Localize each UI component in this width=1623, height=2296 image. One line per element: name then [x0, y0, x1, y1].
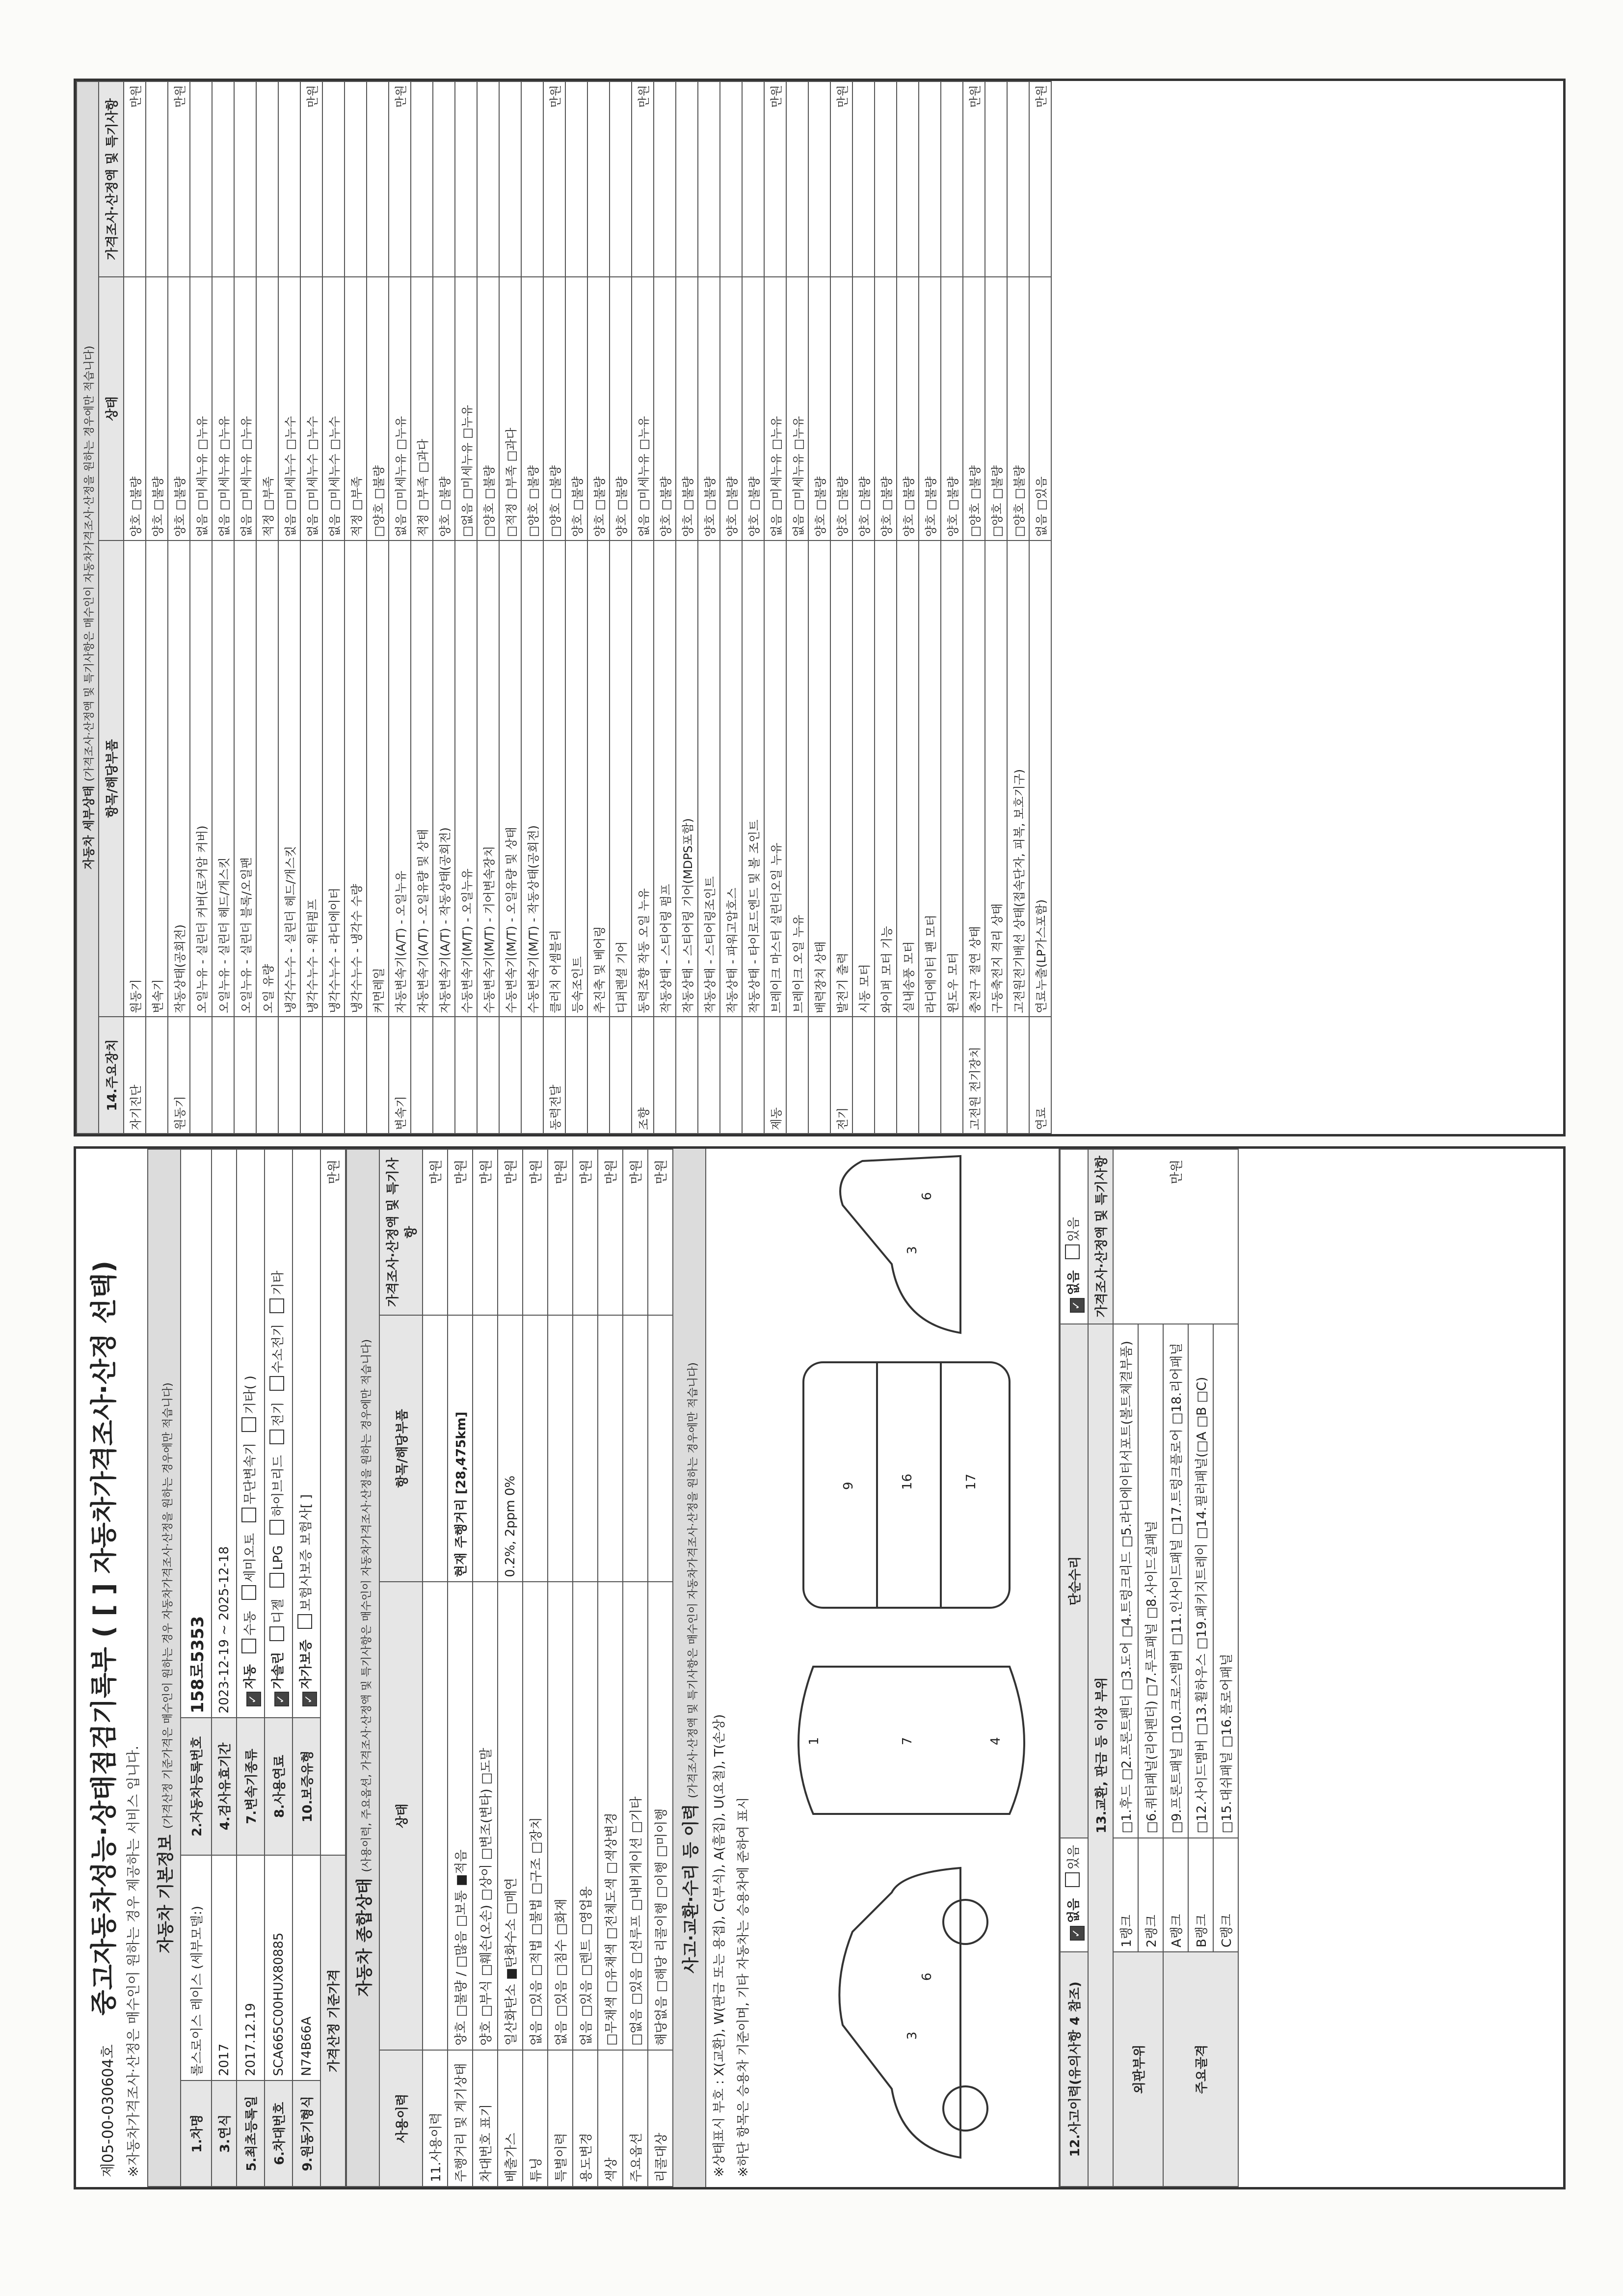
detail-item: 동력조향 작동 오일 누유: [632, 540, 654, 1017]
check-electric[interactable]: [269, 1430, 284, 1444]
rank-label: C랭크: [1213, 1838, 1238, 1952]
check-hydrogen[interactable]: [269, 1376, 284, 1391]
detail-group: [808, 1017, 830, 1134]
vehicle-diagram: [754, 1149, 1060, 2187]
left-panel: [74, 1146, 1566, 2189]
check-has-simple-repair[interactable]: [1065, 1244, 1080, 1259]
detail-item: 변속기: [146, 540, 168, 1017]
label-accident-history: 12.사고이력(유의사항 4 참조): [1060, 1952, 1088, 2187]
basic-section-title: 자동차 기본정보 (가격산정 기준가격은 매수인이 원하는 경우 자동차가격조사·산정을 원하는 경우에만 적습니다): [148, 1149, 181, 2187]
label-engine: 9.원동기형식: [293, 2080, 320, 2187]
detail-item: 수동변속기(M/T) - 기어변속장치: [477, 540, 499, 1017]
overall-row-status: □없음 □있음 □선루프 □내비게이션 □기타: [623, 1582, 648, 2050]
detail-group: [897, 1017, 919, 1134]
rank-items: □6.쿼터패널(리어펜더) □7.루프패널 □8.사이드실패널: [1138, 1324, 1163, 1838]
warranty-options: ✓자가보증 보험사보증 보험사[ ]: [293, 1149, 320, 1718]
detail-status: □없음 □미세누유 □누유: [455, 277, 477, 540]
detail-status: □양호 □불량: [367, 277, 389, 540]
detail-item: 구동축전지 격리 상태: [985, 540, 1007, 1017]
overall-h-item: 사용이력: [379, 2050, 423, 2187]
detail-group: [477, 1017, 499, 1134]
detail-item: 고전원전기배선 상태(접속단자, 피복, 보호기구): [1007, 540, 1029, 1017]
detail-item: 작동상태(공회전): [168, 540, 190, 1017]
part-label: 4: [988, 1737, 1003, 1745]
detail-status: 양호 □불량: [433, 277, 455, 540]
part-label: 6: [920, 1192, 934, 1200]
detail-group: [433, 1017, 455, 1134]
check-no-accident[interactable]: ✓: [1070, 1926, 1085, 1941]
car-name-value: 롤스로이스 레이스 (세부모델:): [181, 1855, 212, 2080]
label-first-reg: 5.최초등록일: [237, 2080, 265, 2187]
rank-label: 2랭크: [1138, 1838, 1163, 1952]
detail-status: 없음 □있음: [1029, 277, 1051, 540]
detail-group: [742, 1017, 764, 1134]
detail-item: 자동변속기(A/T) - 오일누유: [389, 540, 411, 1017]
detail-group: [1007, 1017, 1029, 1134]
detail-status: □양호 □불량: [477, 277, 499, 540]
overall-h-detail: 항목/해당부품: [379, 1315, 423, 1582]
detail-item: 시동 모터: [852, 540, 875, 1017]
detail-group: 변속기: [389, 1017, 411, 1134]
fuel-options: ✓가솔린 디젤 LPG 하이브리드 전기 수소전기 기타: [265, 1149, 293, 1718]
check-diesel[interactable]: [269, 1626, 284, 1641]
vin-value: SCA665C00HUX80885: [265, 1855, 293, 2080]
detail-status: 없음 □미세누수 □누수: [300, 277, 322, 540]
detail-item: 실내송풍 모터: [897, 540, 919, 1017]
detail-item: 자동변속기(A/T) - 작동상태(공회전): [433, 540, 455, 1017]
doc-title: [76, 1149, 123, 2187]
check-lpg[interactable]: [269, 1573, 284, 1588]
overall-row-label: 특별이력: [548, 2050, 573, 2187]
detail-group: [985, 1017, 1007, 1134]
check-manual[interactable]: [241, 1639, 256, 1653]
detail-item: 원동기: [124, 540, 146, 1017]
label-car-name: 1.차명: [181, 2080, 212, 2187]
label-reg-no: 2.자동차등록번호: [181, 1718, 212, 1855]
detail-group: [852, 1017, 875, 1134]
rank-items: □1.후드 □2.프론트펜더 □3.도어 □4.트렁크리드 □5.라디에이터서포트(볼트체결부품): [1113, 1324, 1138, 1838]
detail-item: 수동변속기(M/T) - 작동상태(공회전): [521, 540, 543, 1017]
accident-price-unit: 만원: [1113, 1149, 1238, 1324]
overall-h-status: 상태: [379, 1582, 423, 2050]
detail-group: [367, 1017, 389, 1134]
label-base-price: 가격산정 기준가격: [320, 1855, 346, 2187]
detail-h-price: 가격조사·산정액 및 특기사항: [99, 81, 124, 277]
check-self-warranty[interactable]: ✓: [302, 1692, 317, 1706]
detail-status: 양호 □불량: [830, 277, 852, 540]
detail-item: 추진축 및 베어링: [587, 540, 610, 1017]
overall-row-status: 없음 □있음 □적법 □불법 □구조 □장치: [523, 1582, 548, 2050]
check-fuel-other[interactable]: [269, 1298, 284, 1313]
part-label: 7: [900, 1737, 915, 1745]
wheel-left-front: [943, 2086, 987, 2131]
detail-status: 양호 □불량: [897, 277, 919, 540]
detail-item: 냉각수누수 - 실린더 헤드/개스킷: [278, 540, 300, 1017]
label-main-frame: 주요골격: [1163, 1952, 1238, 2187]
overall-row-status: 양호 □불량 / □많음 □보통 ■적음: [448, 1582, 473, 2050]
detail-status: 없음 □미세누유 □누유: [389, 277, 411, 540]
inspection-period-value: 2023-12-19 ~ 2025-12-18: [212, 1149, 237, 1718]
overall-row-label: 용도변경: [573, 2050, 598, 2187]
detail-group: [499, 1017, 521, 1134]
detail-status: 없음 □미세누수 □누수: [278, 277, 300, 540]
label-abnormal-parts: 13.교환, 판금 등 이상 부위: [1088, 1324, 1113, 2187]
detail-status: 양호 □불량: [565, 277, 587, 540]
label-warranty: 10.보증유형: [293, 1718, 320, 1855]
accident-section-title: 사고·교환·수리 등 이력 (가격조사·산정액 및 특기사항은 매수인이 자동차가격조사·산정을 원하는 경우에만 적습니다): [673, 1149, 706, 2187]
detail-status: □양호 □불량: [521, 277, 543, 540]
detail-item: 브레이크 마스터 실린더오일 누유: [764, 540, 786, 1017]
overall-row-label: 배출가스: [498, 2050, 523, 2187]
detail-item: 작동상태 - 파워고압호스: [720, 540, 742, 1017]
detail-status: □양호 □불량: [985, 277, 1007, 540]
detail-item: 라디에이터 팬 모터: [919, 540, 941, 1017]
detail-group: [278, 1017, 300, 1134]
detail-item: 커먼레일: [367, 540, 389, 1017]
detail-item: 등속조인트: [565, 540, 587, 1017]
detail-h-device: 14.주요장치: [99, 1017, 124, 1134]
part-label: 3: [905, 1246, 920, 1254]
detail-status-table: 자동차 세부상태 (가격조사·산정액 및 특기사항은 매수인이 자동차가격조사·산정을 원하는 경우에만 적습니다) 14.주요장치 항목/해당부품 상태 가격조사·산정액 및 특기사항 자기진단 원동기 양호 □불량 만원 변속기 양호 □불량 원동기 작동상태(공회전) 양호 □불량 만원 오일누유 - 실린더 커버(로커암 커버) 없음 □미세누유 □누유 오일누유 - 실린더 헤드/개스킷 없음 □미세누유 □누유 오일누유 - 실린더 블록/오일팬 없음 □미세누유 □누유 오일 유량 적정 □부족 냉각수누수 - 실린더 헤드/개스킷 없음 □미세누수 □누수 냉각수누수 - 워터펌프 없음 □미세누수 □누수 만원 냉각수누수 - 라디에이터 없음 □미세누수 □누수 냉각수누수 - 냉각수 수량 적정 □부족 커먼레일 □양호 □불량 변속기 자동변속기(A/T) - 오일누유 없음 □미세누유 □누유 만원 자동변속기(A/T) - 오일유량 및 상태 적정 □부족 □과다 자동변속기(A/T) - 작동상태(공회전) 양호 □불량 수동변속기(M/T) - 오일누유 □없음 □미세누유 □누유 수동변속기(M/T) - 기어변속장치 □양호 □불량 수동변속기(M/T) - 오일유량 및 상태 □적정 □부족 □과다 수동변속기(M/T) - 작동상태(공회전) □양호 □불량 동력전달 클러치 어셈블리 □양호 □불량 만원 등속조인트 양호 □불량 추진축 및 베어링 양호 □불량 디퍼렌셜 기어 양호 □불량 조향 동력조향 작동 오일 누유 없음 □미세누유 □누유 만원 작동상태 - 스티어링 펌프 양호 □불량 작동상태 - 스티어링 기어(MDPS포함) 양호 □불량 작동상태 - 스티어링조인트 양호 □불량 작동상태 - 파워고압호스 양호 □불량 작동상태 - 타이로드엔드 및 볼 조인트 양호 □불량 제동 브레이크 마스터 실린더오일 누유 없음 □미세누유 □누유 만원 브레이크 오일 누유 없음 □미세누유 □누유 배력장치 상태 양호 □불량 전기 발전기 출력 양호 □불량 만원 시동 모터 양호 □불량 와이퍼 모터 기능 양호 □불량 실내송풍 모터 양호 □불량 라디에이터 팬 모터 양호 □불량 윈도우 모터 양호 □불량 고전원 전기장치 충전구 절연 상태 □양호 □불량 만원 구동축전지 격리 상태 □양호 □불량 고전원전기배선 상태(접속단자, 피복, 보호기구) □양호 □불량 연료 연료누출(LP가스포함) 없음 □있음 만원: [76, 81, 1052, 1134]
detail-status: 양호 □불량: [146, 277, 168, 540]
detail-status: 양호 □불량: [941, 277, 963, 540]
detail-group: [300, 1017, 322, 1134]
detail-group: 원동기: [168, 1017, 190, 1134]
detail-status: □양호 □불량: [1007, 277, 1029, 540]
car-side-left: [839, 1868, 960, 2158]
detail-status: 없음 □미세누유 □누유: [212, 277, 234, 540]
detail-status: □양호 □불량: [543, 277, 565, 540]
detail-group: [146, 1017, 168, 1134]
detail-status: 양호 □불량: [875, 277, 897, 540]
base-price-unit: 만원: [320, 1149, 346, 1855]
detail-group: [521, 1017, 543, 1134]
doc-number: 제05-00-030604호: [100, 2044, 117, 2177]
detail-status: 적정 □부족: [256, 277, 278, 540]
detail-item: 작동상태 - 스티어링 기어(MDPS포함): [676, 540, 698, 1017]
car-outline-diagram: [754, 1149, 1059, 2187]
part-label: 9: [841, 1482, 856, 1490]
detail-status: 양호 □불량: [742, 277, 764, 540]
detail-group: 자기진단: [124, 1017, 146, 1134]
detail-item: 수동변속기(M/T) - 오일유량 및 상태: [499, 540, 521, 1017]
detail-status: 없음 □미세누유 □누유: [764, 277, 786, 540]
part-label: 1: [807, 1737, 822, 1745]
rotated-form: [74, 79, 1566, 2189]
part-label: 17: [964, 1473, 979, 1490]
detail-status: 양호 □불량: [720, 277, 742, 540]
detail-status: 적정 □부족 □과다: [411, 277, 433, 540]
overall-status-table: 자동차 종합상태 (사용이력, 주요옵션, 가격조사·산정액 및 특기사항은 매수인이 자동차가격조사·산정을 원하는 경우에만 적습니다) 사용이력 상태 항목/해당부품 가격조사·산정액 및 특기사항 11.사용이력 만원 주행거리 및 계기상태 양호 □불량 / □많음 □보통 ■적음 현재 주행거리 [28,475km] 만원 차대번호 표기 양호 □부식 □훼손(오손) □상이 □변조(변타) □도말 만원 배출가스 일산화탄소 ■탄화수소 □매연 0.2%, 2ppm 0% 만원 튜닝 없음 □있음 □적법 □불법 □구조 □장치 만원 특별이력 없음 □있음 □침수 □화재 만원 용도변경 없음 □있음 □렌트 □영업용 만원 색상 □무채색 □유채색 □전체도색 □색상변경 만원 주요옵션 □없음 □있음 □선루프 □내비게이션 □기타 만원 리콜대상 해당없음 □해당 리콜이행 □이행 □미이행 만원: [346, 1149, 673, 2187]
rank-label: 1랭크: [1113, 1838, 1138, 1952]
detail-status: 없음 □미세누수 □누수: [322, 277, 345, 540]
transmission-options: ✓자동 수동 세미오토 무단변속기 기타( ): [237, 1149, 265, 1718]
detail-item: 브레이크 오일 누유: [786, 540, 808, 1017]
detail-item: 자동변속기(A/T) - 오일유량 및 상태: [411, 540, 433, 1017]
detail-status: 양호 □불량: [610, 277, 632, 540]
check-no-simple-repair[interactable]: ✓: [1070, 1298, 1085, 1313]
overall-row-label: 주행거리 및 계기상태: [448, 2050, 473, 2187]
detail-status: 양호 □불량: [124, 277, 146, 540]
detail-item: 충전구 절연 상태: [963, 540, 985, 1017]
detail-item: 윈도우 모터: [941, 540, 963, 1017]
rank-label: B랭크: [1188, 1838, 1213, 1952]
detail-item: 작동상태 - 스티어링 펌프: [654, 540, 676, 1017]
detail-group: [212, 1017, 234, 1134]
detail-item: 배력장치 상태: [808, 540, 830, 1017]
detail-item: 냉각수누수 - 냉각수 수량: [345, 540, 367, 1017]
overall-row-label: 색상: [598, 2050, 623, 2187]
detail-group: 전기: [830, 1017, 852, 1134]
detail-item: 연료누출(LP가스포함): [1029, 540, 1051, 1017]
overall-h-price: 가격조사·산정액 및 특기사항: [379, 1149, 423, 1315]
detail-group: [190, 1017, 212, 1134]
detail-group: [455, 1017, 477, 1134]
detail-group: [919, 1017, 941, 1134]
detail-status: 적정 □부족: [345, 277, 367, 540]
overall-row-status: □무채색 □유채색 □전체도색 □색상변경: [598, 1582, 623, 2050]
label-accident-price: 가격조사·산정액 및 특기사항: [1088, 1149, 1113, 1324]
check-trans-other[interactable]: [241, 1417, 256, 1432]
overall-row-status: 일산화탄소 ■탄화수소 □매연: [498, 1582, 523, 2050]
detail-group: [698, 1017, 720, 1134]
detail-group: [322, 1017, 345, 1134]
check-has-accident[interactable]: [1065, 1873, 1080, 1888]
overall-row-status: 해당없음 □해당 리콜이행 □이행 □미이행: [648, 1582, 673, 2050]
detail-status: 양호 □불량: [698, 277, 720, 540]
overall-row-label: 리콜대상: [648, 2050, 673, 2187]
reg-no-value: 158로5353: [181, 1149, 212, 1718]
car-side-right: [840, 1156, 960, 1333]
engine-value: N74B66A: [293, 1855, 320, 2080]
detail-status: 없음 □미세누유 □누유: [190, 277, 212, 540]
detail-group: [720, 1017, 742, 1134]
detail-group: [256, 1017, 278, 1134]
detail-group: 조향: [632, 1017, 654, 1134]
overall-row-status: 없음 □있음 □렌트 □영업용: [573, 1582, 598, 2050]
detail-status: □적정 □부족 □과다: [499, 277, 521, 540]
detail-status: 양호 □불량: [852, 277, 875, 540]
check-cvt[interactable]: [241, 1508, 256, 1522]
rank-items: □15.대쉬패널 □16.플로어패널: [1213, 1324, 1238, 1838]
detail-item: 와이퍼 모터 기능: [875, 540, 897, 1017]
detail-item: 작동상태 - 타이로드엔드 및 볼 조인트: [742, 540, 764, 1017]
detail-h-item: 항목/해당부품: [99, 540, 124, 1017]
label-transmission: 7.변속기종류: [237, 1718, 265, 1855]
detail-group: [875, 1017, 897, 1134]
legend-line-1: ※상태표시 부호 : X(교환), W(판금 또는 용접), C(부식), A(흠집), U(요철), T(손상): [712, 1714, 727, 2177]
detail-item: 오일누유 - 실린더 블록/오일팬: [234, 540, 256, 1017]
detail-status: 양호 □불량: [654, 277, 676, 540]
detail-group: 제동: [764, 1017, 786, 1134]
part-label: 3: [905, 2031, 920, 2040]
detail-item: 디퍼렌셜 기어: [610, 540, 632, 1017]
rank-items: □9.프론트패널 □10.크로스멤버 □11.인사이드패널 □17.트렁크플로어 □18.리어패널: [1163, 1324, 1188, 1838]
detail-item: 오일 유량: [256, 540, 278, 1017]
detail-group: [411, 1017, 433, 1134]
detail-status: 양호 □불량: [676, 277, 698, 540]
detail-group: [786, 1017, 808, 1134]
legend-line-2: ※하단 항목은 승용차 기준이며, 기타 자동차는 승용차에 준하여 표시: [736, 1797, 751, 2177]
detail-status: □양호 □불량: [963, 277, 985, 540]
detail-status: 양호 □불량: [808, 277, 830, 540]
overall-row-label: 주요옵션: [623, 2050, 648, 2187]
overall-row-label: 11.사용이력: [423, 2050, 448, 2187]
basic-info-table: [147, 1149, 346, 2187]
label-vin: 6.차대번호: [265, 2080, 293, 2187]
detail-item: 오일누유 - 실린더 헤드/개스킷: [212, 540, 234, 1017]
detail-item: 오일누유 - 실린더 커버(로커암 커버): [190, 540, 212, 1017]
detail-h-status: 상태: [99, 277, 124, 540]
detail-item: 수동변속기(M/T) - 오일누유: [455, 540, 477, 1017]
rank-items: □12.사이드멤버 □13.휠하우스 □19.패키지트레이 □14.필러패널(□A □B □C): [1188, 1324, 1213, 1838]
detail-section-title: 자동차 세부상태 (가격조사·산정액 및 특기사항은 매수인이 자동차가격조사·산정을 원하는 경우에만 적습니다): [77, 81, 99, 1134]
first-reg-value: 2017.12.19: [237, 1855, 265, 2080]
detail-group: [234, 1017, 256, 1134]
detail-group: [676, 1017, 698, 1134]
detail-item: 냉각수누수 - 라디에이터: [322, 540, 345, 1017]
detail-group: [587, 1017, 610, 1134]
doc-note: ※자동차가격조사·산정은 매수인이 원하는 경우 제공하는 서비스 입니다.: [125, 1745, 141, 2177]
detail-group: 동력전달: [543, 1017, 565, 1134]
detail-status: 없음 □미세누유 □누유: [632, 277, 654, 540]
rank-label: A랭크: [1163, 1838, 1188, 1952]
detail-item: 작동상태 - 스티어링조인트: [698, 540, 720, 1017]
detail-status: 없음 □미세누유 □누유: [234, 277, 256, 540]
wheel-left-rear: [943, 1900, 987, 1944]
detail-status: 양호 □불량: [919, 277, 941, 540]
overall-row-status: 없음 □있음 □침수 □화재: [548, 1582, 573, 2050]
detail-group: [610, 1017, 632, 1134]
label-inspection-period: 4.검사유효기간: [212, 1718, 237, 1855]
detail-group: 고전원 전기장치: [963, 1017, 985, 1134]
label-outer-panel: 외판부위: [1113, 1952, 1163, 2187]
year-value: 2017: [212, 1855, 237, 2080]
check-auto[interactable]: ✓: [246, 1692, 261, 1706]
detail-group: [654, 1017, 676, 1134]
detail-group: 연료: [1029, 1017, 1051, 1134]
label-simple-repair: 단순수리: [1060, 1324, 1088, 1838]
check-insurer-warranty[interactable]: [297, 1614, 312, 1629]
overall-section-title: 자동차 종합상태 (사용이력, 주요옵션, 가격조사·산정액 및 특기사항은 매수인이 자동차가격조사·산정을 원하는 경우에만 적습니다): [346, 1149, 379, 2187]
doc-title-text: 중고자동차성능·상태점검기록부 ( [ ] 자동차가격조사·산정 선택): [88, 1260, 119, 2016]
check-hybrid[interactable]: [269, 1520, 284, 1535]
accident-table: 12.사고이력(유의사항 4 참조) ✓없음 있음 단순수리 ✓없음 있음 13.교환, 판금 등 이상 부위 가격조사·산정액 및 특기사항 외판부위 1랭크 □1.후드 □2.프론트펜더 □3.도어 □4.트렁크리드 □5.라디에이터서포트(볼트체결부품) 만원 2랭크 □6.쿼터패널(리어펜더) □7.루프패널 □8.사이드실패널 주요골격 A랭크 □9.프론트패널 □10.크로스멤버 □11.인사이드패널 □17.트렁크플로어 □18.리어패널 B랭크 □12.사이드멤버 □13.휠하우스 □19.패키지트레이 □14.필러패널(□A □B □C) C랭크 □15.대쉬패널 □16.플로어패널: [1060, 1149, 1239, 2187]
detail-status: 양호 □불량: [587, 277, 610, 540]
detail-group: [941, 1017, 963, 1134]
detail-item: 발전기 출력: [830, 540, 852, 1017]
part-label: 6: [920, 1972, 934, 1981]
label-year: 3.연식: [212, 2080, 237, 2187]
overall-row-label: 차대번호 표기: [473, 2050, 498, 2187]
right-panel: [74, 79, 1566, 1136]
label-fuel: 8.사용연료: [265, 1718, 293, 1855]
overall-row-label: 튜닝: [523, 2050, 548, 2187]
detail-item: 냉각수누수 - 워터펌프: [300, 540, 322, 1017]
overall-row-status: 양호 □부식 □훼손(오손) □상이 □변조(변타) □도말: [473, 1582, 498, 2050]
check-gasoline[interactable]: ✓: [274, 1692, 289, 1706]
detail-status: 없음 □미세누유 □누유: [786, 277, 808, 540]
part-label: 16: [900, 1473, 915, 1490]
detail-item: 클러치 어셈블리: [543, 540, 565, 1017]
check-semiauto[interactable]: [241, 1585, 256, 1600]
detail-group: [565, 1017, 587, 1134]
detail-status: 양호 □불량: [168, 277, 190, 540]
detail-group: [345, 1017, 367, 1134]
